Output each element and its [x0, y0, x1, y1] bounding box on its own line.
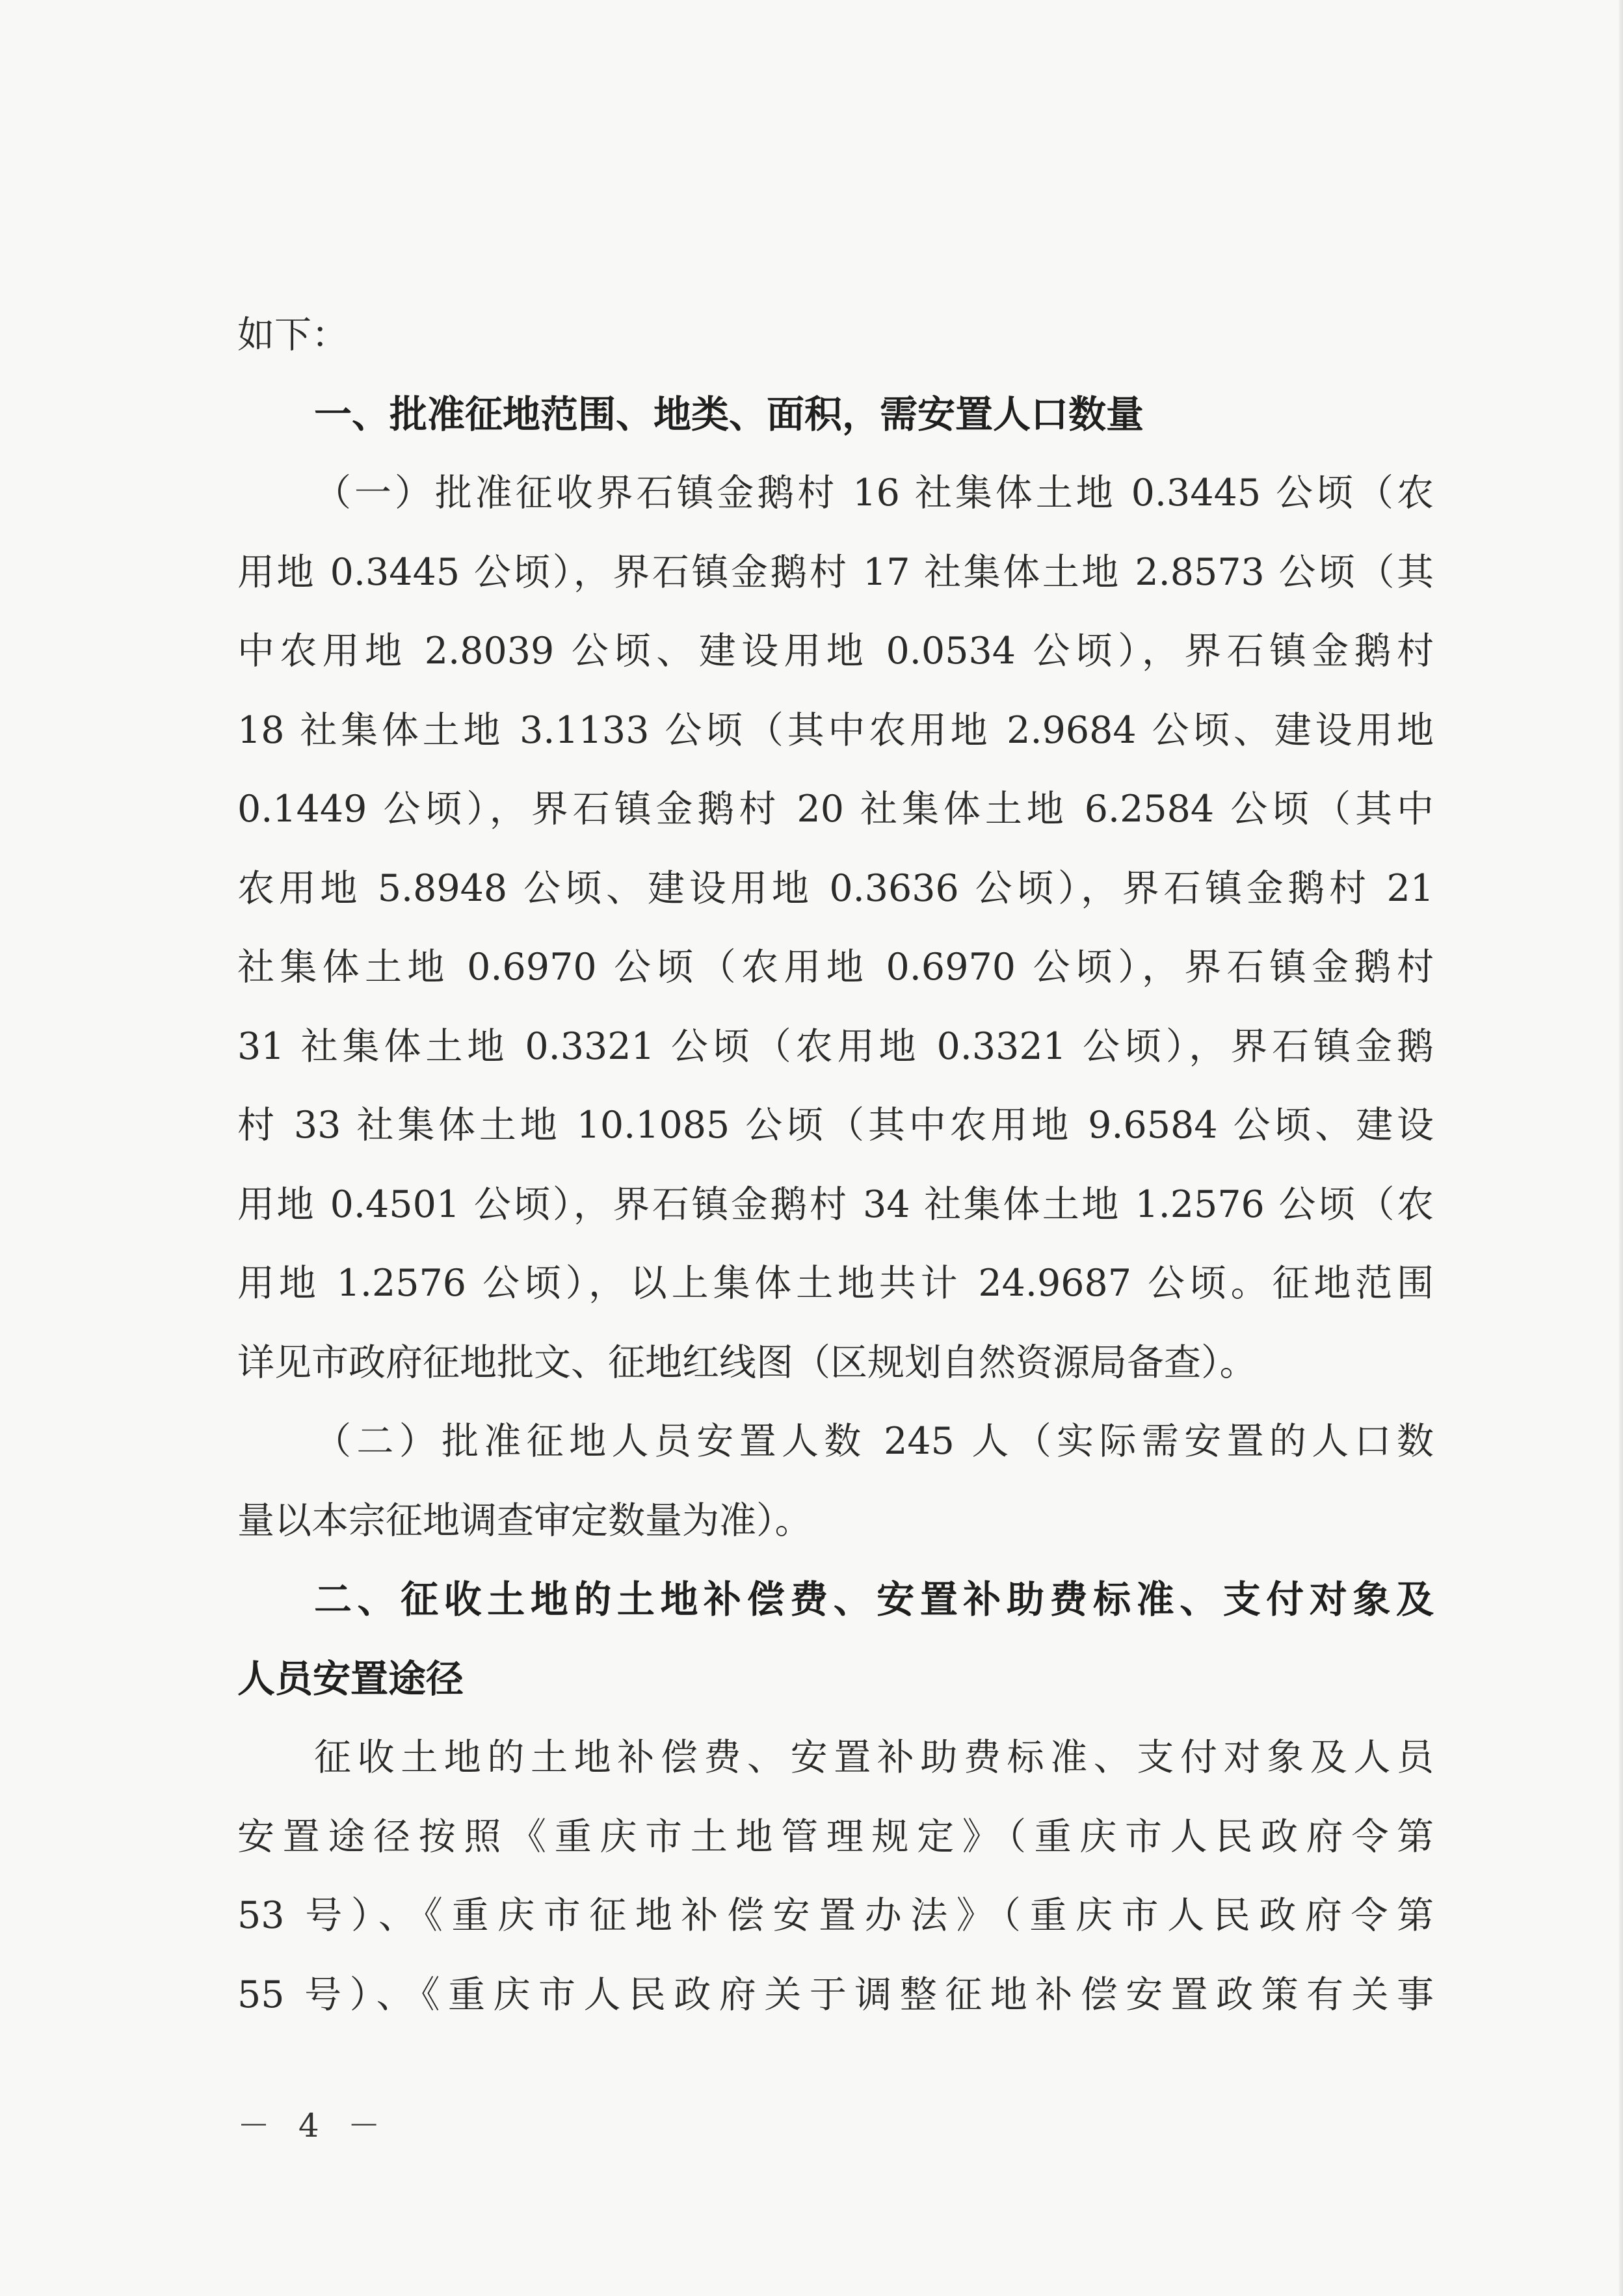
paragraph-1-line: 中农用地 2.8039 公顷、建设用地 0.0534 公顷），界石镇金鹅村	[237, 630, 1434, 673]
scan-edge	[1619, 0, 1623, 2296]
paragraph-1-line: 村 33 社集体土地 10.1085 公顷（其中农用地 9.6584 公顷、建设	[237, 1104, 1434, 1147]
section-heading-2: 二、征收土地的土地补偿费、安置补助费标准、支付对象及	[314, 1577, 1434, 1622]
paragraph-3-line: 55 号）、《重庆市人民政府关于调整征地补偿安置政策有关事	[237, 1973, 1434, 2016]
document-body	[237, 296, 1434, 2035]
paragraph-1-line: 详见市政府征地批文、征地红线图（区规划自然资源局备查）。	[237, 1341, 1257, 1384]
paragraph-1-line: 农用地 5.8948 公顷、建设用地 0.3636 公顷），界石镇金鹅村 21	[237, 866, 1434, 910]
paragraph-1-line: 用地 0.3445 公顷），界石镇金鹅村 17 社集体土地 2.8573 公顷（其	[237, 550, 1434, 594]
text-line-continuation: 如下：	[237, 314, 349, 356]
paragraph-1-line: 用地 0.4501 公顷），界石镇金鹅村 34 社集体土地 1.2576 公顷（农	[237, 1182, 1434, 1226]
paragraph-3-line: 征收土地的土地补偿费、安置补助费标准、支付对象及人员	[314, 1736, 1434, 1779]
paragraph-1-line: 社集体土地 0.6970 公顷（农用地 0.6970 公顷），界石镇金鹅村	[237, 946, 1434, 989]
paragraph-1-line: 0.1449 公顷），界石镇金鹅村 20 社集体土地 6.2584 公顷（其中	[237, 788, 1434, 831]
paragraph-1-line: 31 社集体土地 0.3321 公顷（农用地 0.3321 公顷），界石镇金鹅	[237, 1024, 1434, 1068]
paragraph-3-line: 53 号）、《重庆市征地补偿安置办法》（重庆市人民政府令第	[237, 1894, 1434, 1937]
paragraph-1-line: 用地 1.2576 公顷），以上集体土地共计 24.9687 公顷。征地范围	[237, 1262, 1434, 1305]
section-heading-1: 一、批准征地范围、地类、面积，需安置人口数量	[314, 392, 1144, 436]
paragraph-2-line: 量以本宗征地调查审定数量为准）。	[237, 1499, 812, 1542]
paragraph-1-line: 18 社集体土地 3.1133 公顷（其中农用地 2.9684 公顷、建设用地	[237, 708, 1434, 752]
section-heading-2-continuation: 人员安置途径	[237, 1656, 464, 1701]
paragraph-2-line: （二）批准征地人员安置人数 245 人（实际需安置的人口数	[314, 1420, 1434, 1463]
page-number: － 4 －	[237, 2107, 389, 2144]
paragraph-3-line: 安置途径按照《重庆市土地管理规定》（重庆市人民政府令第	[237, 1815, 1434, 1858]
paragraph-1-line: （一）批准征收界石镇金鹅村 16 社集体土地 0.3445 公顷（农	[314, 472, 1434, 514]
